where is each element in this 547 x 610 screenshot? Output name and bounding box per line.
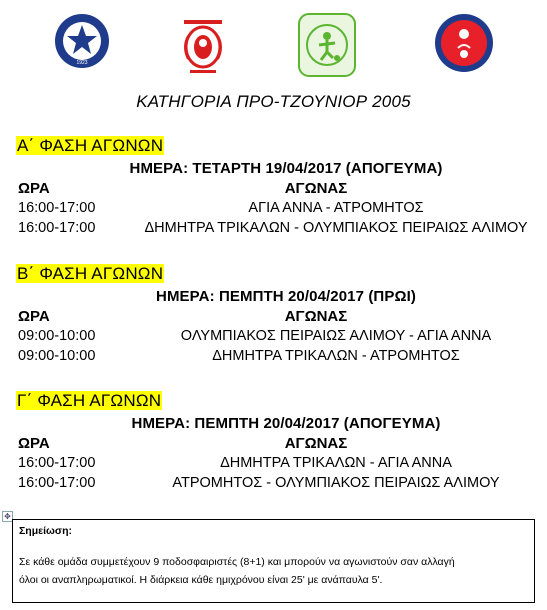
match-row <box>16 328 536 348</box>
phase-a-section <box>16 136 536 240</box>
match-row <box>16 455 536 475</box>
match-time: 09:00-10:00 <box>18 328 96 344</box>
logo-row <box>0 12 547 82</box>
note-line: Σε κάθε ομάδα συμμετέχουν 9 ποδοσφαιριστές (8+1) και μπορούν να αγωνιστούν σαν αλλαγή <box>19 556 455 568</box>
match-teams: ΔΗΜΗΤΡΑ ΤΡΙΚΑΛΩΝ - ΑΓΙΑ ΑΝΝΑ <box>220 455 452 471</box>
phase-label: Β΄ ΦΑΣΗ ΑΓΩΝΩΝ <box>17 264 164 283</box>
match-time: 09:00-10:00 <box>18 348 96 364</box>
page-title: ΚΑΤΗΓΟΡΙΑ ΠΡΟ-ΤΖΟΥΝΙΟΡ 2005 <box>136 92 411 111</box>
atromitos-logo-icon <box>54 12 110 72</box>
match-teams: ΑΓΙΑ ΑΝΝΑ - ΑΤΡΟΜΗΤΟΣ <box>248 200 424 216</box>
match-time: 16:00-17:00 <box>18 220 96 236</box>
note-title: Σημείωση: <box>19 525 73 537</box>
phase-label: Γ΄ ΦΑΣΗ ΑΓΩΝΩΝ <box>17 391 162 410</box>
note-box <box>12 519 535 603</box>
match-time: 16:00-17:00 <box>18 475 96 491</box>
match-teams: ΟΛΥΜΠΙΑΚΟΣ ΠΕΙΡΑΙΩΣ ΑΛΙΜΟΥ - ΑΓΙΑ ΑΝΝΑ <box>180 328 492 344</box>
phase-date: ΗΜΕΡΑ: ΤΕΤΑΡΤΗ 19/04/2017 (ΑΠΟΓΕΥΜΑ) <box>129 160 443 177</box>
time-column-header: ΩΡΑ <box>18 180 50 197</box>
phase-label: Α΄ ΦΑΣΗ ΑΓΩΝΩΝ <box>17 136 164 155</box>
note-body <box>19 553 528 589</box>
phase-b-section <box>16 264 536 368</box>
match-row <box>16 220 536 240</box>
time-column-header: ΩΡΑ <box>18 308 50 325</box>
move-cross-icon[interactable]: ✥ <box>2 511 13 522</box>
match-column-header: ΑΓΩΝΑΣ <box>284 435 348 452</box>
match-time: 16:00-17:00 <box>18 455 96 471</box>
match-row <box>16 200 536 220</box>
phase-date: ΗΜΕΡΑ: ΠΕΜΠΤΗ 20/04/2017 (ΑΠΟΓΕΥΜΑ) <box>131 415 441 432</box>
phase-c-section <box>16 391 536 495</box>
match-row <box>16 475 536 495</box>
match-teams: ΔΗΜΗΤΡΑ ΤΡΙΚΑΛΩΝ - ΑΤΡΟΜΗΤΟΣ <box>212 348 460 364</box>
match-teams: ΑΤΡΟΜΗΤΟΣ - ΟΛΥΜΠΙΑΚΟΣ ΠΕΙΡΑΙΩΣ ΑΛΙΜΟΥ <box>172 475 500 491</box>
dimitra-logo-icon <box>297 12 357 78</box>
olympiakos-logo-icon <box>176 12 230 78</box>
match-column-header: ΑΓΩΝΑΣ <box>284 308 348 325</box>
column-headers <box>16 435 536 455</box>
time-column-header: ΩΡΑ <box>18 435 50 452</box>
svg-text:1923: 1923 <box>76 60 88 66</box>
column-headers <box>16 308 536 328</box>
match-column-header: ΑΓΩΝΑΣ <box>284 180 348 197</box>
match-row <box>16 348 536 368</box>
match-time: 16:00-17:00 <box>18 200 96 216</box>
column-headers <box>16 180 536 200</box>
phase-date: ΗΜΕΡΑ: ΠΕΜΠΤΗ 20/04/2017 (ΠΡΩΙ) <box>156 288 416 305</box>
match-teams: ΔΗΜΗΤΡΑ ΤΡΙΚΑΛΩΝ - ΟΛΥΜΠΙΑΚΟΣ ΠΕΙΡΑΙΩΣ ΑΛΙΜΟΥ <box>144 220 528 236</box>
note-line: όλοι οι αναπληρωματικοί. Η διάρκεια κάθε ημιχρόνου είναι 25' με ανάπαυλα 5'. <box>19 574 383 586</box>
agia-anna-logo-icon <box>434 12 494 74</box>
